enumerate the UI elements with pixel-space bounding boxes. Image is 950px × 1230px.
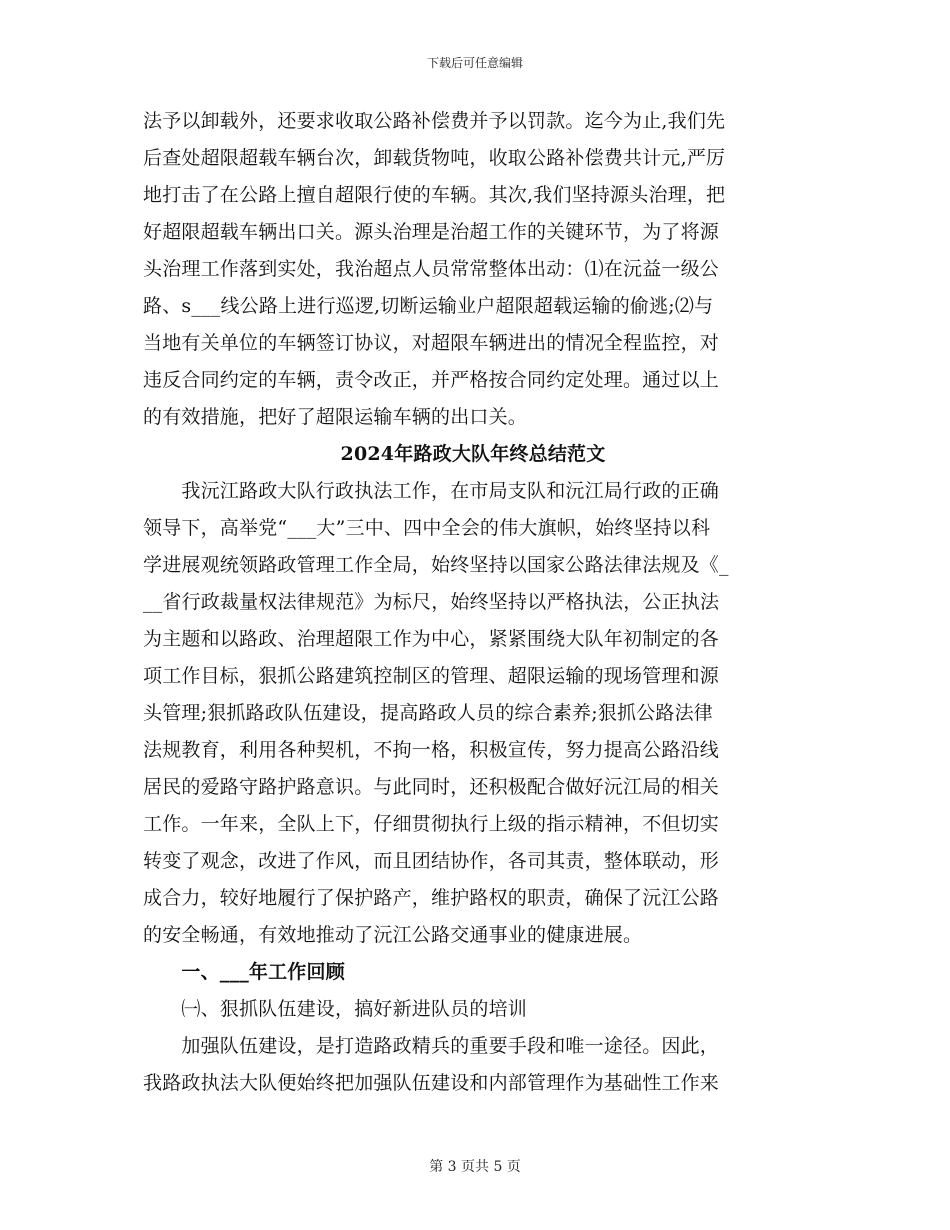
page-footer: 第 3 页共 5 页: [429, 1159, 521, 1175]
text-line: 头管理;狠抓路政队伍建设，提高路政人员的综合素养;狠抓公路法律: [143, 702, 714, 724]
text-line: ㈠、狠抓队伍建设，搞好新进队员的培训: [143, 998, 528, 1020]
text-line: 后查处超限超载车辆台次，卸载货物吨，收取公路补偿费共计元,严厉: [143, 147, 726, 169]
text-line: 地打击了在公路上擅自超限行使的车辆。其次,我们坚持源头治理，把: [143, 184, 726, 206]
text-line: 好超限超载车辆出口关。源头治理是治超工作的关键环节，为了将源: [143, 221, 720, 243]
text-line: 法规教育，利用各种契机，不拘一格，积极宣传，努力提高公路沿线: [143, 739, 720, 761]
text-line: 头治理工作落到实处，我治超点人员常常整体出动：⑴在沅益一级公: [143, 258, 720, 280]
text-line: 当地有关单位的车辆签订协议，对超限车辆进出的情况全程监控，对: [143, 332, 720, 354]
text-line: 违反合同约定的车辆，责令改正，并严格按合同约定处理。通过以上: [143, 369, 720, 391]
document-title: 2024年路政大队年终总结范文: [340, 443, 606, 465]
text-line: 学进展观统领路政管理工作全局，始终坚持以国家公路法律法规及《_: [143, 554, 729, 576]
text-line: 法予以卸载外，还要求收取公路补偿费并予以罚款。迄今为止,我们先: [143, 110, 726, 132]
document-body: [143, 103, 803, 1102]
text-line: 我沅江路政大队行政执法工作，在市局支队和沅江局行政的正确: [143, 480, 720, 502]
text-line: 成合力，较好地履行了保护路产，维护路权的职责，确保了沅江公路: [143, 887, 720, 909]
text-line: __省行政裁量权法律规范》为标尺，始终坚持以严格执法，公正执法: [143, 591, 720, 613]
text-line: 加强队伍建设，是打造路政精兵的重要手段和唯一途径。因此，: [143, 1035, 720, 1057]
page-header: 下载后可任意编辑: [426, 56, 523, 70]
text-line: 的安全畅通，有效地推动了沅江公路交通事业的健康进展。: [143, 924, 643, 946]
text-line: 工作。一年来，全队上下，仔细贯彻执行上级的指示精神，不但切实: [143, 813, 720, 835]
text-line: 为主题和以路政、治理超限工作为中心，紧紧围绕大队年初制定的各: [143, 628, 720, 650]
text-line: 项工作目标，狠抓公路建筑控制区的管理、超限运输的现场管理和源: [143, 665, 720, 687]
text-line: 的有效措施，把好了超限运输车辆的出口关。: [143, 406, 528, 428]
text-line: 领导下，高举党“___大”三中、四中全会的伟大旗帜，始终坚持以科: [143, 517, 711, 539]
text-line: 转变了观念，改进了作风，而且团结协作，各司其责，整体联动，形: [143, 850, 720, 872]
text-line: 我路政执法大队便始终把加强队伍建设和内部管理作为基础性工作来: [143, 1072, 720, 1094]
section-heading: 一、___年工作回顾: [143, 961, 345, 983]
text-line: 居民的爱路守路护路意识。与此同时，还积极配合做好沅江局的相关: [143, 776, 720, 798]
text-line: 路、s___线公路上进行巡逻,切断运输业户超限超载运输的偷逃;⑵与: [143, 295, 714, 317]
